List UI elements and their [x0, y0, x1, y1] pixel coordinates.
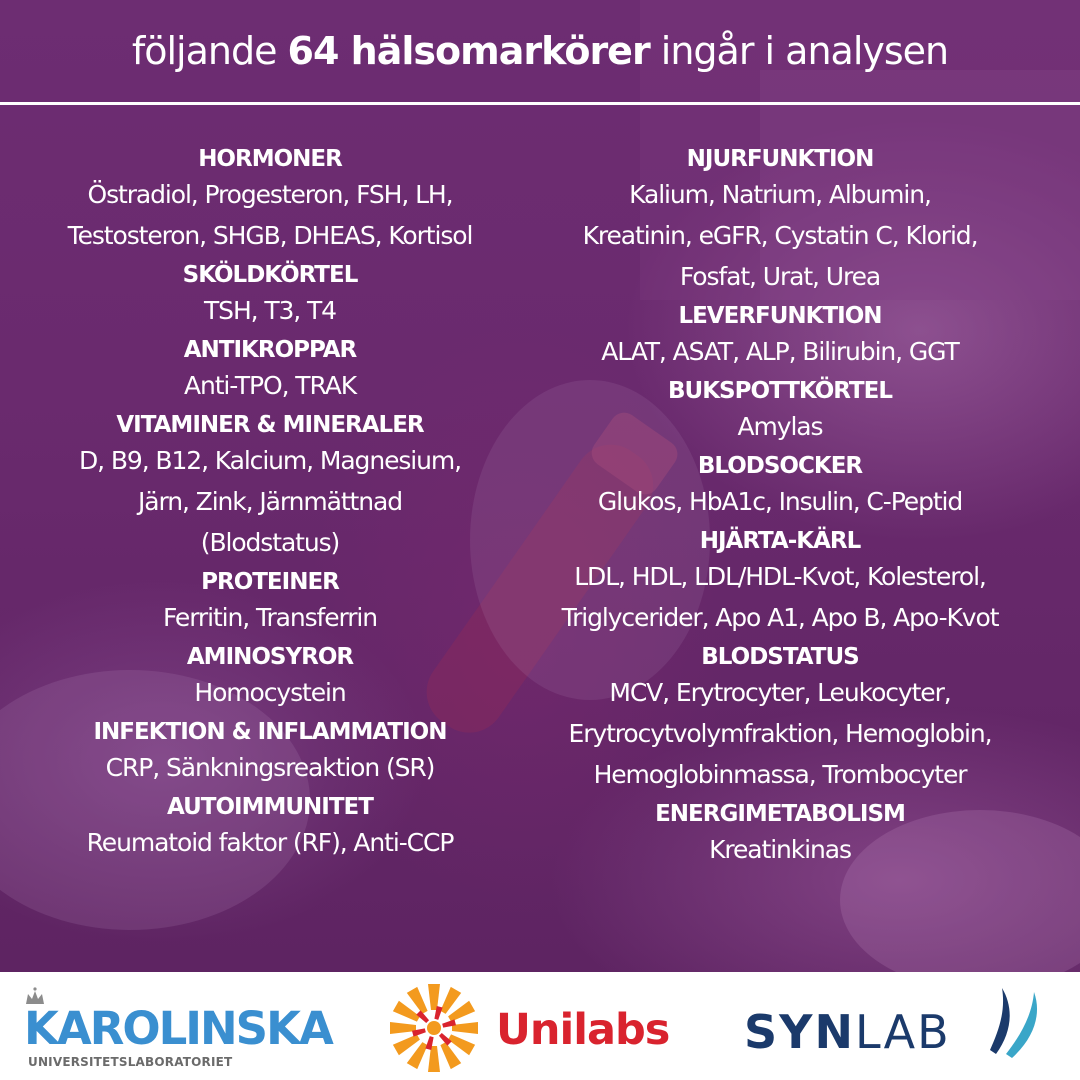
category-block [30, 567, 510, 638]
category-block [530, 301, 1030, 372]
marker-list-line: TSH, T3, T4 [204, 296, 336, 325]
category-title: BUKSPOTTKÖRTEL [668, 378, 892, 404]
unilabs-logo [384, 978, 694, 1078]
drop-swoosh-icon [990, 988, 1037, 1058]
category-block [530, 526, 1030, 638]
marker-list-line: Kalium, Natrium, Albumin, [629, 180, 931, 209]
marker-list-line: Testosteron, SHGB, DHEAS, Kortisol [67, 221, 473, 250]
marker-list-line: Ferritin, Transferrin [163, 603, 377, 632]
karolinska-subtitle: UNIVERSITETSLABORATORIET [28, 1055, 233, 1069]
right-column [530, 140, 1030, 870]
category-block [30, 717, 510, 788]
marker-list-line: MCV, Erytrocyter, Leukocyter, [609, 678, 951, 707]
marker-list-line: Kreatinkinas [709, 835, 851, 864]
category-block [530, 451, 1030, 522]
marker-list-line: Fosfat, Urat, Urea [679, 262, 881, 291]
category-block [30, 144, 510, 256]
category-title: HORMONER [198, 146, 342, 172]
unilabs-wordmark: Unilabs [496, 1005, 670, 1055]
category-title: INFEKTION & INFLAMMATION [93, 719, 447, 745]
category-title: LEVERFUNKTION [678, 303, 882, 329]
marker-list-line: Erytrocytvolymfraktion, Hemoglobin, [568, 719, 992, 748]
marker-list-line: Reumatoid faktor (RF), Anti-CCP [86, 828, 454, 857]
marker-list-line: D, B9, B12, Kalcium, Magnesium, [79, 446, 461, 475]
category-title: AMINOSYROR [186, 644, 354, 670]
logo-footer [0, 972, 1080, 1080]
marker-list-line: Hemoglobinmassa, Trombocyter [593, 760, 967, 789]
category-block [530, 376, 1030, 447]
left-column [30, 140, 510, 863]
marker-list-line: (Blodstatus) [200, 528, 340, 557]
synlab-logo [744, 982, 1054, 1072]
marker-list-line: Amylas [737, 412, 823, 441]
marker-list-line: Kreatinin, eGFR, Cystatin C, Klorid, [582, 221, 978, 250]
category-title: NJURFUNKTION [686, 146, 874, 172]
karolinska-wordmark: KAROLINSKA [24, 1002, 332, 1055]
category-title: ENERGIMETABOLISM [655, 801, 905, 827]
category-block [530, 799, 1030, 870]
category-title: SKÖLDKÖRTEL [182, 262, 358, 288]
marker-list-line: Östradiol, Progesteron, FSH, LH, [87, 180, 453, 209]
sun-icon [390, 984, 478, 1072]
marker-list-line: Homocystein [194, 678, 346, 707]
category-title: AUTOIMMUNITET [167, 794, 373, 820]
marker-list-line: CRP, Sänkningsreaktion (SR) [105, 753, 435, 782]
header [0, 0, 1080, 102]
category-block [530, 144, 1030, 297]
marker-list-line: Anti-TPO, TRAK [183, 371, 357, 400]
synlab-wordmark: SYNLAB [744, 1005, 951, 1059]
marker-list-line: ALAT, ASAT, ALP, Bilirubin, GGT [601, 337, 959, 366]
category-title: BLODSOCKER [697, 453, 863, 479]
category-title: VITAMINER & MINERALER [116, 412, 424, 438]
marker-list-line: Triglycerider, Apo A1, Apo B, Apo-Kvot [561, 603, 999, 632]
category-block [530, 642, 1030, 795]
marker-list-line: Järn, Zink, Järnmättnad [138, 487, 402, 516]
header-divider [0, 102, 1080, 105]
category-title: BLODSTATUS [701, 644, 859, 670]
category-block [30, 335, 510, 406]
category-title: ANTIKROPPAR [183, 337, 357, 363]
marker-list-line: Glukos, HbA1c, Insulin, C-Peptid [597, 487, 963, 516]
karolinska-logo [24, 980, 344, 1075]
category-block [30, 260, 510, 331]
marker-list-line: LDL, HDL, LDL/HDL-Kvot, Kolesterol, [574, 562, 986, 591]
category-title: HJÄRTA-KÄRL [699, 528, 861, 554]
category-block [30, 642, 510, 713]
category-block [30, 792, 510, 863]
page-title: följande 64 hälsomarkörer ingår i analysen [131, 29, 949, 73]
category-block [30, 410, 510, 563]
category-title: PROTEINER [201, 569, 339, 595]
